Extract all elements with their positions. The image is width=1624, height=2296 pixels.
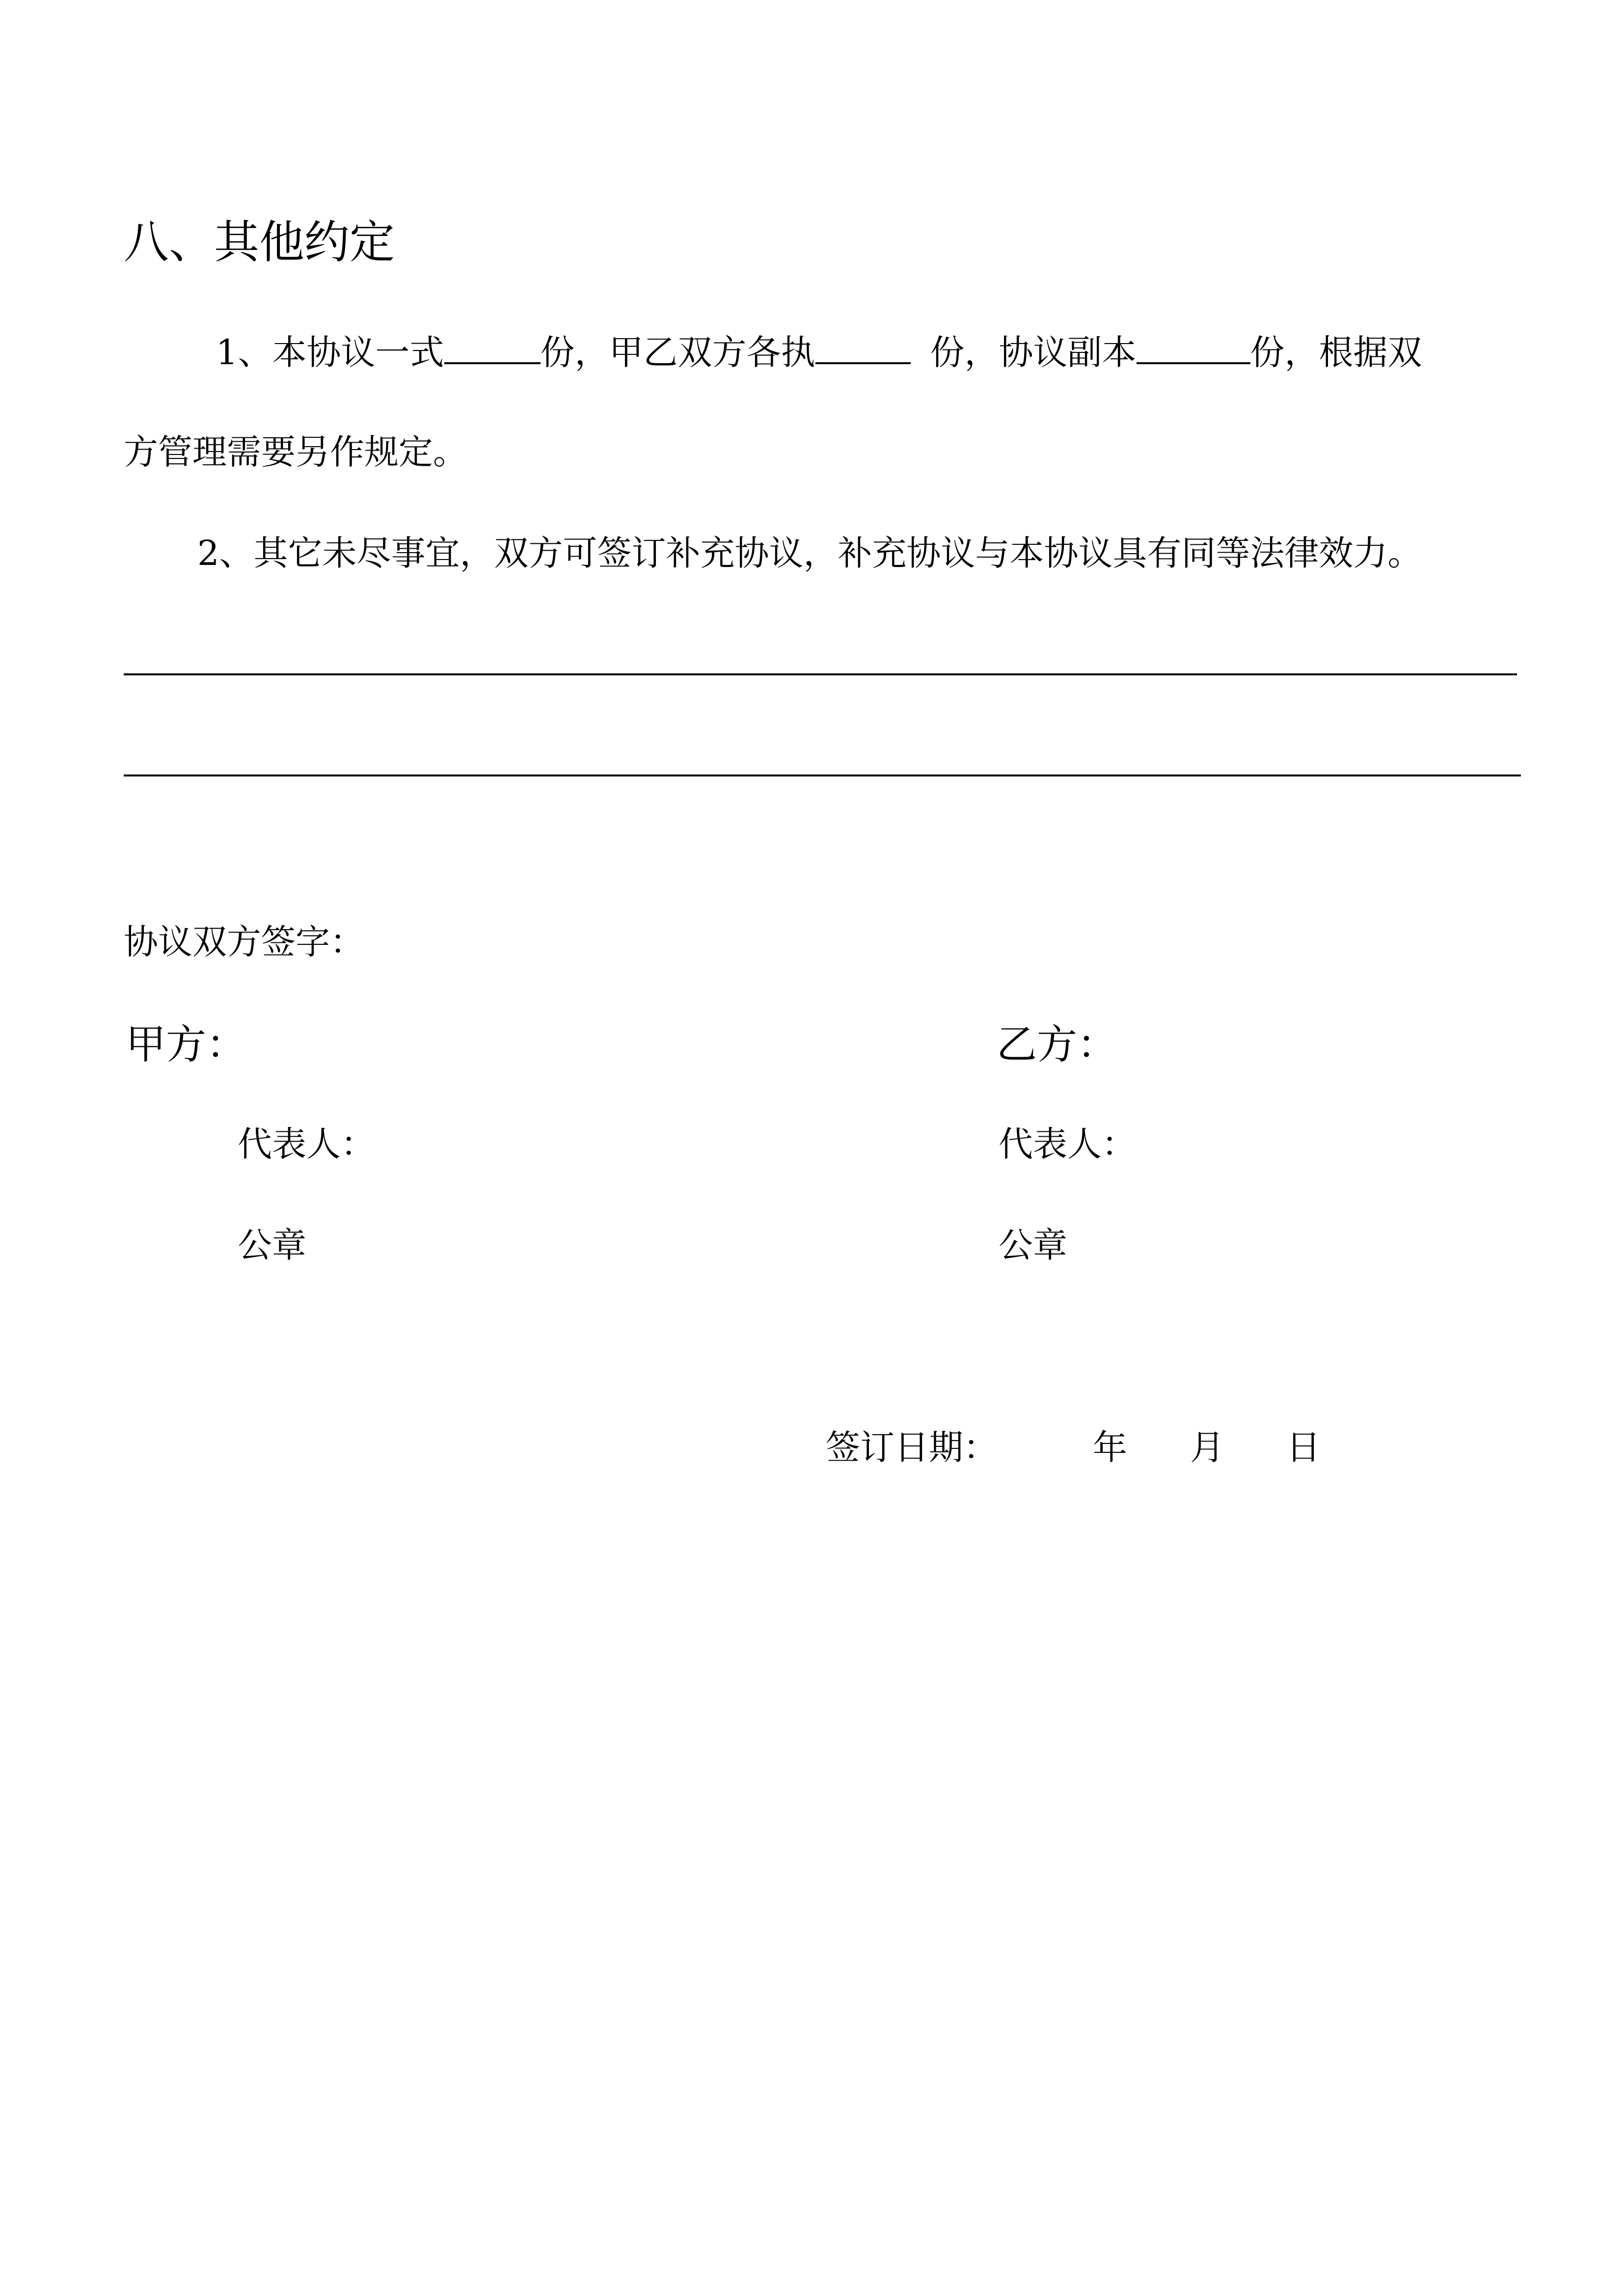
clause-1-line-1: [216, 332, 1422, 373]
copies-total-blank[interactable]: [444, 332, 541, 364]
blank-line-1[interactable]: [124, 673, 1517, 675]
copies-duplicate-blank[interactable]: [1137, 332, 1250, 364]
party-b-label: 乙方：: [997, 1021, 1118, 1068]
sign-date-year: 年: [1093, 1427, 1127, 1468]
clause-1-part-a: 1、本协议一式: [216, 332, 444, 373]
party-b-seal: 公章: [999, 1225, 1067, 1265]
clause-2: 2、其它未尽事宜，双方可签订补充协议，补充协议与本协议具有同等法律效力。: [197, 533, 1422, 573]
sign-date-day: 日: [1286, 1427, 1321, 1468]
blank-line-2[interactable]: [124, 774, 1521, 776]
clause-1-part-c: 份，协议副本: [930, 332, 1137, 373]
clause-1-part-d: 份，根据双: [1250, 332, 1422, 373]
copies-each-blank[interactable]: [815, 332, 911, 364]
clause-1-line-2: 方管理需要另作规定。: [124, 432, 467, 472]
clause-1-part-b: 份，甲乙双方各执: [540, 332, 815, 373]
party-a-representative: 代表人：: [238, 1124, 375, 1164]
sign-date-month: 月: [1190, 1427, 1224, 1468]
section-title: 八、其他约定: [124, 216, 395, 268]
party-b-representative: 代表人：: [999, 1124, 1136, 1164]
signatures-heading: 协议双方签字：: [124, 922, 364, 962]
party-a-seal: 公章: [238, 1225, 306, 1265]
party-a-label: 甲方：: [126, 1021, 247, 1068]
sign-date-label: 签订日期：: [826, 1427, 998, 1468]
